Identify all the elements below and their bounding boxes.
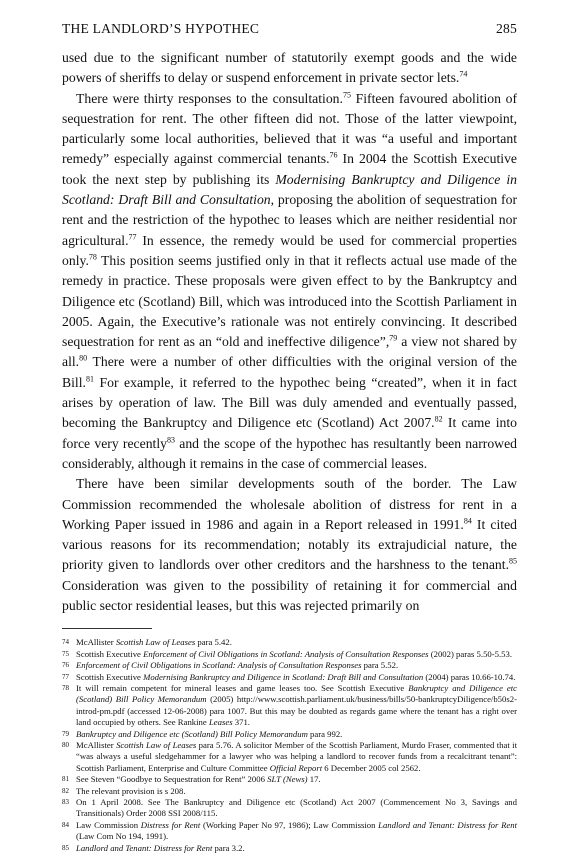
paragraph-2 [62,89,517,475]
footnote-italic-run: Distress for Rent [140,819,201,830]
footnote-ref[interactable]: 79 [389,333,398,343]
text-run: and the scope of the hypothec has resultantly been narrowed considerably, although it remains in the case of commercial leases. [62,435,517,471]
footnote-text-run: McAllister [76,637,116,648]
footnote-ref[interactable]: 85 [509,556,517,566]
footnote-italic-run: Scottish Law of Leases [115,637,196,648]
text-run: There were thirty responses to the consultation. [76,90,343,106]
footnote-text [76,786,517,797]
footnote-number: 75 [62,649,69,658]
footnote-number: 74 [62,638,69,647]
footnote-78 [62,683,517,729]
footnotes-section [62,637,517,854]
footnote-75 [62,649,517,660]
footnote-italic-run: Official Report [269,762,323,773]
footnote-text-run: Law Commission [76,819,141,830]
footnote-number: 82 [62,786,69,795]
footnote-77 [62,672,517,683]
footnote-number: 83 [62,798,69,806]
footnote-text-run: Scottish Executive [76,648,144,659]
footnote-italic-run: Bankruptcy and Diligence etc (Scotland) Bill Policy Memorandum [76,728,308,739]
footnote-divider [62,628,152,629]
italic-title: Modernising Bankruptcy and Diligence in Scotland: Draft Bill and Consultation [62,171,517,208]
footnote-ref[interactable]: 76 [329,150,338,160]
footnote-text-run: para 5.42. [195,637,232,648]
footnote-text [76,843,517,854]
footnote-83 [62,797,517,820]
footnote-italic-run: Modernising Bankruptcy and Diligence in Scotland: Draft Bill and Consultation [143,671,424,682]
footnote-ref[interactable]: 74 [459,69,468,79]
footnote-text-run: See Steven “Goodbye to Sequestration for Rent” 2006 [76,774,268,785]
footnote-text [76,672,517,683]
footnote-ref[interactable]: 81 [85,374,94,384]
text-run: There have been similar developments south of the border. The Law Commission recommended the wholesale abolition of distress for rent in a Working Paper issued in 1986 and again in a Report released in 1991. [62,476,517,532]
footnote-number: 78 [62,683,69,692]
footnote-italic-run: Bankruptcy and Diligence etc (Scotland) Bill Policy Memorandum [76,682,517,705]
footnote-italic-run: Landlord and Tenant: Distress for Rent [378,819,518,830]
running-title: THE LANDLORD’S HYPOTHEC [62,21,260,36]
main-text [62,48,517,616]
footnote-number: 77 [62,672,69,681]
text-run: In 2004 the Scottish Executive took the next step by publishing its [62,151,517,187]
footnote-text-run: 371. [232,717,250,728]
text-run: used due to the significant number of statutorily exempt goods and the wide powers of sheriffs to delay or suspend enforcement in private sector lets. [62,50,517,86]
text-run: , proposing the abolition of sequestration for rent and the restriction of the hypothec to leases which are neither residential nor agricultural. [62,192,517,248]
footnote-text-run: The relevant provision is s 208. [76,785,186,796]
paragraph-3 [62,474,517,616]
footnote-number: 76 [62,661,69,670]
text-run: For example, it referred to the hypothec being “created”, when it in fact arises by operation of law. The Bill was duly amended and eventually passed, becoming the Bankruptcy and Diligence etc (Scotland) Act 2007. [62,374,517,431]
footnote-text-run: It will remain competent for mineral leases and game leases too. See Scottish Executive [76,682,409,693]
footnote-number: 80 [62,740,69,749]
footnote-text [76,774,517,785]
footnote-ref[interactable]: 78 [88,252,97,262]
footnote-text-run: (2004) paras 10.66-10.74. [423,671,516,682]
footnote-ref[interactable]: 84 [463,516,472,526]
text-run: This position seems justified only in that it reflects actual use made of the remedy in practice. These proposals were given effect to by the Bankruptcy and Diligence etc (Scotland) Bill, which was introduced into the Scottish Parliament in 2005. Again, the Executive’s rationale was not entirely convincing. It described sequestration for rent as an “old and ineffective diligence”, [62,252,517,350]
footnote-text [76,637,517,648]
footnote-text-run: 17. [307,774,321,785]
footnote-text-run: On 1 April 2008. See The Bankruptcy and Diligence etc (Scotland) Act 2007 (Commencement No 3, Savings and Transitionals) Order 2008 SSI 2008/115. [76,797,517,819]
text-run: In essence, the remedy would be used for commercial properties only. [62,232,517,268]
text-run: It came into force very recently [62,415,517,451]
footnote-italic-run: Landlord and Tenant: Distress for Rent [76,842,213,853]
footnote-ref[interactable]: 77 [128,232,137,242]
footnote-84 [62,820,517,843]
footnote-80 [62,740,517,774]
footnote-text-run: para 5.76. A solicitor Member of the Scottish Parliament, Murdo Fraser, commented that it “was always a useful sledgehammer for a lawyer who was helping a landlord to recover funds from a recalcitrant tenant”: Scottish Parliament, Enterprise and Culture Committee [76,739,517,773]
footnote-85 [62,843,517,854]
footnote-italic-run: Scottish Law of Leases [116,739,197,750]
footnote-76 [62,660,517,671]
footnote-italic-run: Enforcement of Civil Obligations in Scotland: Analysis of Consultation Responses [76,660,362,671]
footnote-text-run: (2005) http://www.scottish.parliament.uk/business/bills/50-bankruptcyDiligence/b50s2-introd-pm.pdf (accessed 12-06-2008) para 1007. But this may be doubted as regards game where the tenant has a right over land occupied by others. See Rankine [76,694,517,728]
footnote-italic-run: Enforcement of Civil Obligations in Scotland: Analysis of Consultation Responses [143,648,429,659]
running-head [62,18,517,40]
footnote-79 [62,729,517,740]
text-run: It cited various reasons for its recommendation; notably its extrajudicial nature, the priority given to landlords over other creditors and the harshness to the tenant. [62,516,517,573]
footnote-ref[interactable]: 82 [434,414,443,424]
text-run: Consideration was given to the possibility of retaining it for commercial and public sector residential leases, but this was rejected primarily on [62,577,517,614]
text-run: a view not shared by all. [62,334,517,370]
footnote-74 [62,637,517,648]
footnote-text [76,649,517,660]
footnote-ref[interactable]: 80 [79,353,88,363]
footnote-81 [62,774,517,785]
footnote-number: 81 [62,775,69,784]
footnote-italic-run: Leases [208,717,233,728]
footnote-text [76,740,517,774]
footnote-text-run: Scottish Executive [76,671,144,682]
footnote-text-run: para 3.2. [212,842,245,853]
text-run: Fifteen favoured abolition of sequestration for rent. The other fifteen did not. Those of the latter viewpoint, particularly some local authorities, believed that it was “a useful and important remedy” especially against commercial tenants. [62,90,518,167]
footnote-ref[interactable]: 75 [342,90,351,100]
footnote-text [76,660,517,671]
text-run: There were a number of other difficulties with the original version of the Bill. [62,354,517,390]
footnote-number: 79 [62,729,69,738]
footnote-text-run: para 992. [307,728,343,739]
footnote-text [76,797,517,820]
footnote-text-run: (Law Com No 194, 1991). [76,831,169,842]
footnote-italic-run: SLT (News) [267,774,308,785]
paragraph-1 [62,48,517,89]
footnote-number: 84 [62,820,69,829]
footnote-text-run: para 5.52. [361,660,399,671]
page-number: 285 [496,21,517,36]
footnote-text-run: (2002) paras 5.50-5.53. [428,648,513,659]
footnote-ref[interactable]: 83 [167,435,176,445]
footnote-text-run: (Working Paper No 97, 1986); Law Commission [200,819,379,830]
footnote-text [76,820,517,843]
footnote-82 [62,786,517,797]
footnote-text-run: McAllister [76,739,117,750]
footnote-text [76,683,517,729]
footnote-text [76,729,517,740]
footnote-number: 85 [62,843,69,852]
footnote-text-run: 6 December 2005 col 2562. [322,762,421,773]
